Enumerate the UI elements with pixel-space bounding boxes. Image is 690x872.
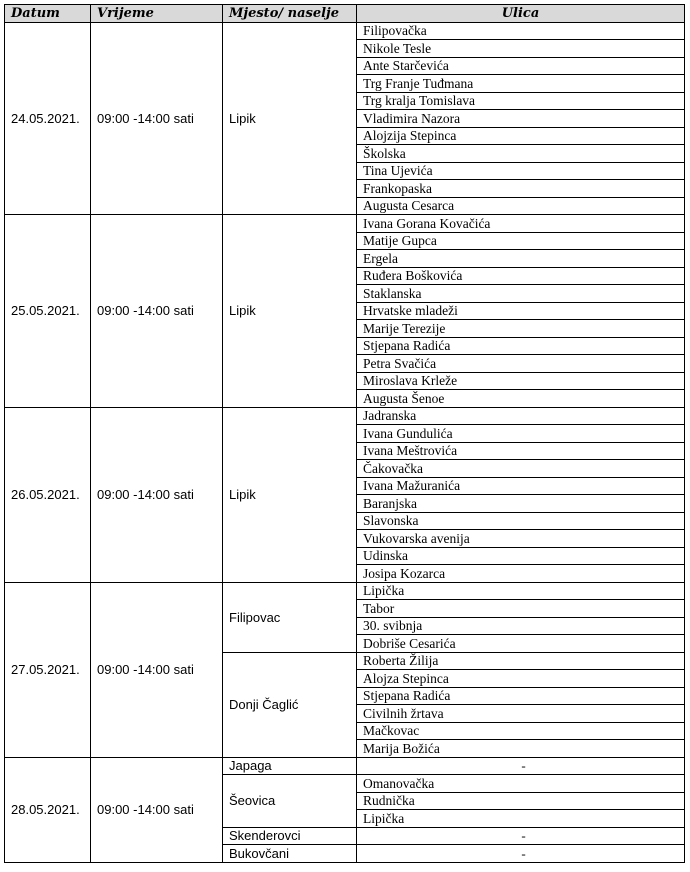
place-cell: Lipik bbox=[223, 407, 357, 582]
date-cell: 28.05.2021. bbox=[5, 757, 91, 862]
street-cell: Roberta Žilija bbox=[357, 652, 685, 670]
street-cell: Staklanska bbox=[357, 285, 685, 303]
table-row bbox=[5, 757, 685, 775]
street-cell: Stjepana Radića bbox=[357, 337, 685, 355]
table-row bbox=[5, 22, 685, 40]
street-cell: Alojza Stepinca bbox=[357, 670, 685, 688]
street-cell: Trg kralja Tomislava bbox=[357, 92, 685, 110]
place-cell: Donji Čaglić bbox=[223, 652, 357, 757]
street-cell: Trg Franje Tuđmana bbox=[357, 75, 685, 93]
header-mjesto: Mjesto/ naselje bbox=[223, 5, 357, 23]
street-cell: Tabor bbox=[357, 600, 685, 618]
time-cell: 09:00 -14:00 sati bbox=[91, 757, 223, 862]
date-cell: 27.05.2021. bbox=[5, 582, 91, 757]
street-cell: Marije Terezije bbox=[357, 320, 685, 338]
header-row bbox=[5, 5, 685, 23]
time-cell: 09:00 -14:00 sati bbox=[91, 215, 223, 408]
street-cell: Ergela bbox=[357, 250, 685, 268]
date-cell: 26.05.2021. bbox=[5, 407, 91, 582]
street-cell: Ivana Gundulića bbox=[357, 425, 685, 443]
header-vrijeme: Vrijeme bbox=[91, 5, 223, 23]
date-cell: 25.05.2021. bbox=[5, 215, 91, 408]
street-cell: Ivana Gorana Kovačića bbox=[357, 215, 685, 233]
street-cell: Augusta Cesarca bbox=[357, 197, 685, 215]
street-cell: Ruđera Boškovića bbox=[357, 267, 685, 285]
street-cell: Tina Ujevića bbox=[357, 162, 685, 180]
schedule-body bbox=[5, 22, 685, 862]
street-cell: - bbox=[357, 757, 685, 775]
street-cell: Nikole Tesle bbox=[357, 40, 685, 58]
place-cell: Šeovica bbox=[223, 775, 357, 828]
place-cell: Filipovac bbox=[223, 582, 357, 652]
street-cell: Udinska bbox=[357, 547, 685, 565]
street-cell: Filipovačka bbox=[357, 22, 685, 40]
street-cell: Slavonska bbox=[357, 512, 685, 530]
street-cell: Omanovačka bbox=[357, 775, 685, 793]
street-cell: Jadranska bbox=[357, 407, 685, 425]
street-cell: - bbox=[357, 827, 685, 845]
street-cell: Hrvatske mladeži bbox=[357, 302, 685, 320]
street-cell: Vladimira Nazora bbox=[357, 110, 685, 128]
street-cell: Miroslava Krleže bbox=[357, 372, 685, 390]
street-cell: Civilnih žrtava bbox=[357, 705, 685, 723]
time-cell: 09:00 -14:00 sati bbox=[91, 22, 223, 215]
street-cell: Lipička bbox=[357, 582, 685, 600]
street-cell: Petra Svačića bbox=[357, 355, 685, 373]
street-cell: Čakovačka bbox=[357, 460, 685, 478]
street-cell: Baranjska bbox=[357, 495, 685, 513]
header-datum: Datum bbox=[5, 5, 91, 23]
table-row bbox=[5, 215, 685, 233]
place-cell: Lipik bbox=[223, 215, 357, 408]
street-cell: Marija Božića bbox=[357, 740, 685, 758]
place-cell: Bukovčani bbox=[223, 845, 357, 863]
street-cell: Josipa Kozarca bbox=[357, 565, 685, 583]
place-cell: Skenderovci bbox=[223, 827, 357, 845]
street-cell: Rudnička bbox=[357, 792, 685, 810]
street-cell: Lipička bbox=[357, 810, 685, 828]
street-cell: Ivana Meštrovića bbox=[357, 442, 685, 460]
street-cell: Frankopaska bbox=[357, 180, 685, 198]
street-cell: Stjepana Radića bbox=[357, 687, 685, 705]
table-row bbox=[5, 407, 685, 425]
street-cell: Dobriše Cesarića bbox=[357, 635, 685, 653]
street-cell: 30. svibnja bbox=[357, 617, 685, 635]
street-cell: Augusta Šenoe bbox=[357, 390, 685, 408]
date-cell: 24.05.2021. bbox=[5, 22, 91, 215]
table-row bbox=[5, 582, 685, 600]
street-cell: Mačkovac bbox=[357, 722, 685, 740]
street-cell: Vukovarska avenija bbox=[357, 530, 685, 548]
street-cell: Ante Starčevića bbox=[357, 57, 685, 75]
street-cell: Matije Gupca bbox=[357, 232, 685, 250]
street-cell: Alojzija Stepinca bbox=[357, 127, 685, 145]
header-ulica: Ulica bbox=[357, 5, 685, 23]
street-cell: Školska bbox=[357, 145, 685, 163]
time-cell: 09:00 -14:00 sati bbox=[91, 407, 223, 582]
place-cell: Lipik bbox=[223, 22, 357, 215]
time-cell: 09:00 -14:00 sati bbox=[91, 582, 223, 757]
street-cell: Ivana Mažuranića bbox=[357, 477, 685, 495]
place-cell: Japaga bbox=[223, 757, 357, 775]
schedule-table bbox=[4, 4, 685, 863]
street-cell: - bbox=[357, 845, 685, 863]
